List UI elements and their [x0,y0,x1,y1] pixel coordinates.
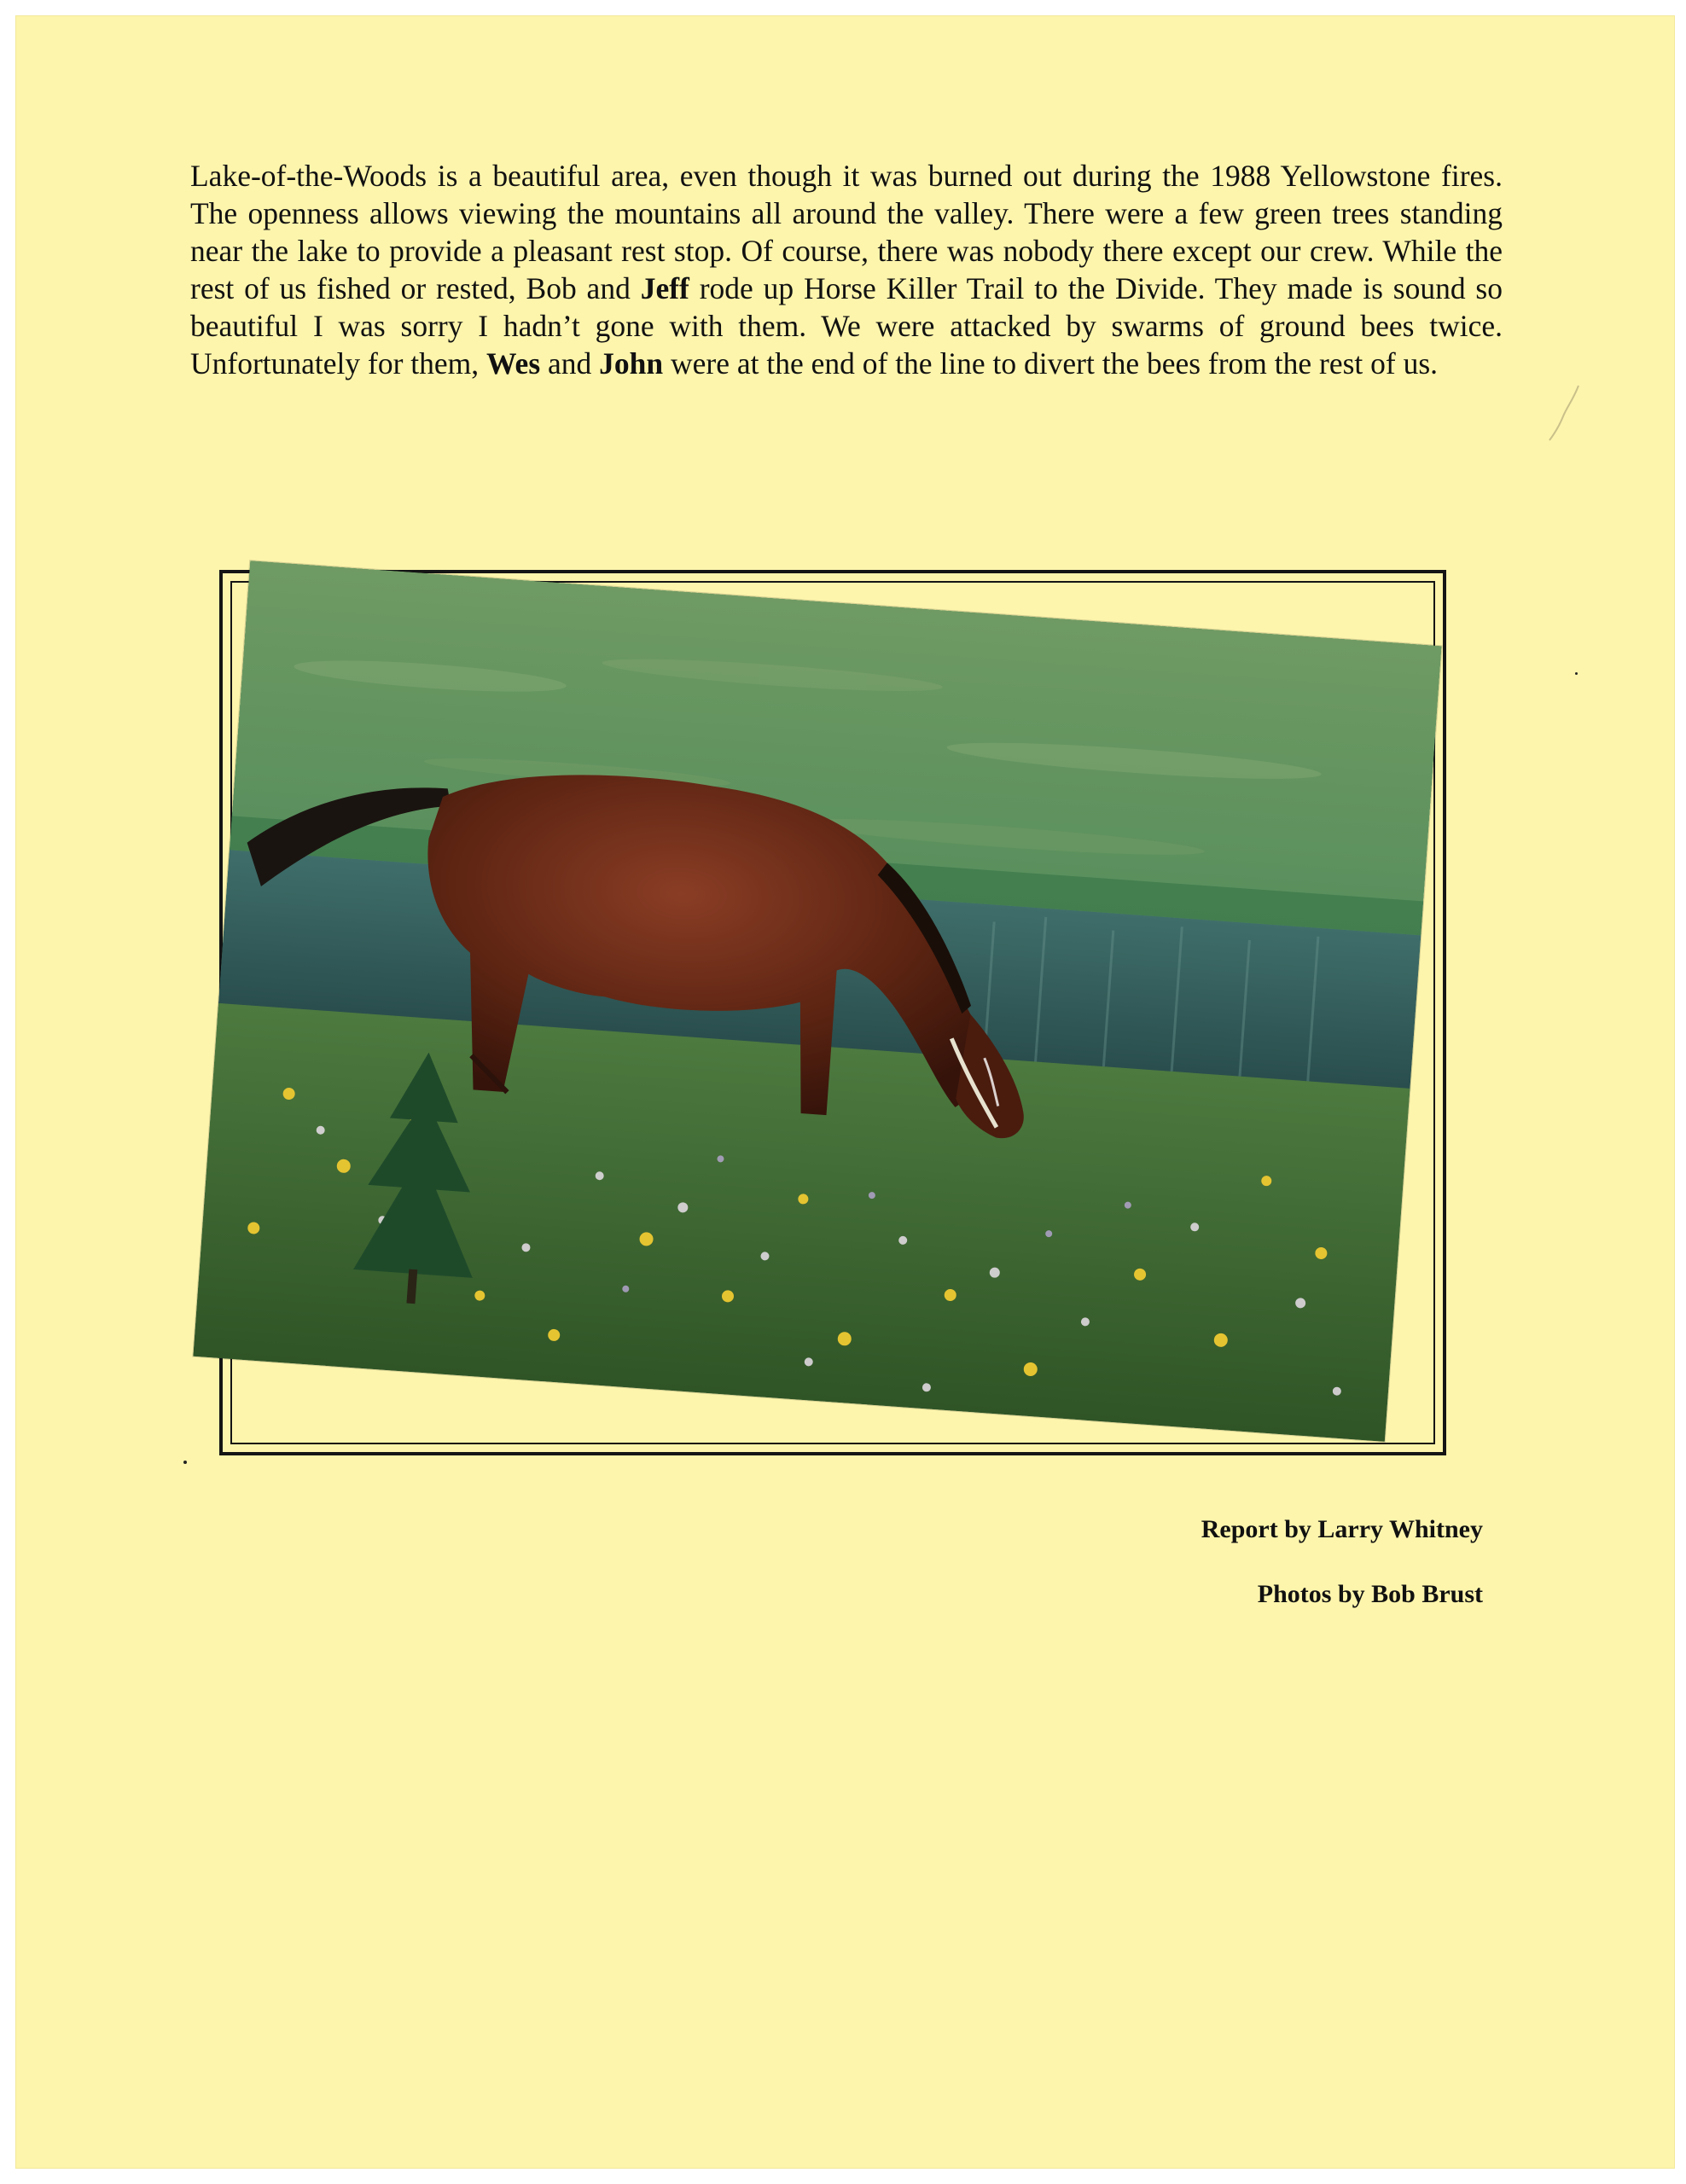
article-text-2: rode up Horse Killer Trail to the Divide. They made is sound so beautiful I was sorry I hadn’t gone with them. We were attacked by swarms of ground bees twice. Unfortunately for them, [190,271,1503,380]
horse-photo-illustration [193,561,1441,1442]
name-jeff: Jeff [640,271,689,305]
paper-speck [1575,672,1578,675]
paper-crease-mark [1548,382,1582,442]
article-text-4: were at the end of the line to divert the bees from the rest of us. [663,346,1439,380]
article-text-3: and [540,346,600,380]
report-credit: Report by Larry Whitney [1201,1515,1483,1543]
horse-grazing-photo [193,561,1441,1442]
article-text-1: Lake-of-the-Woods is a beautiful area, even though it was burned out during the 1988 Yellowstone fires. The openness allows viewing the mountains all around the valley. There were a few green trees standing near the lake to provide a pleasant rest stop. Of course, there was nobody there except our crew. While the rest of us fished or rested, Bob and [190,159,1503,305]
name-wes: Wes [486,346,541,380]
photos-credit: Photos by Bob Brust [1257,1580,1483,1608]
document-page [15,15,1675,2169]
paper-speck [183,1461,187,1464]
name-john: John [599,346,664,380]
article-paragraph [190,157,1503,382]
